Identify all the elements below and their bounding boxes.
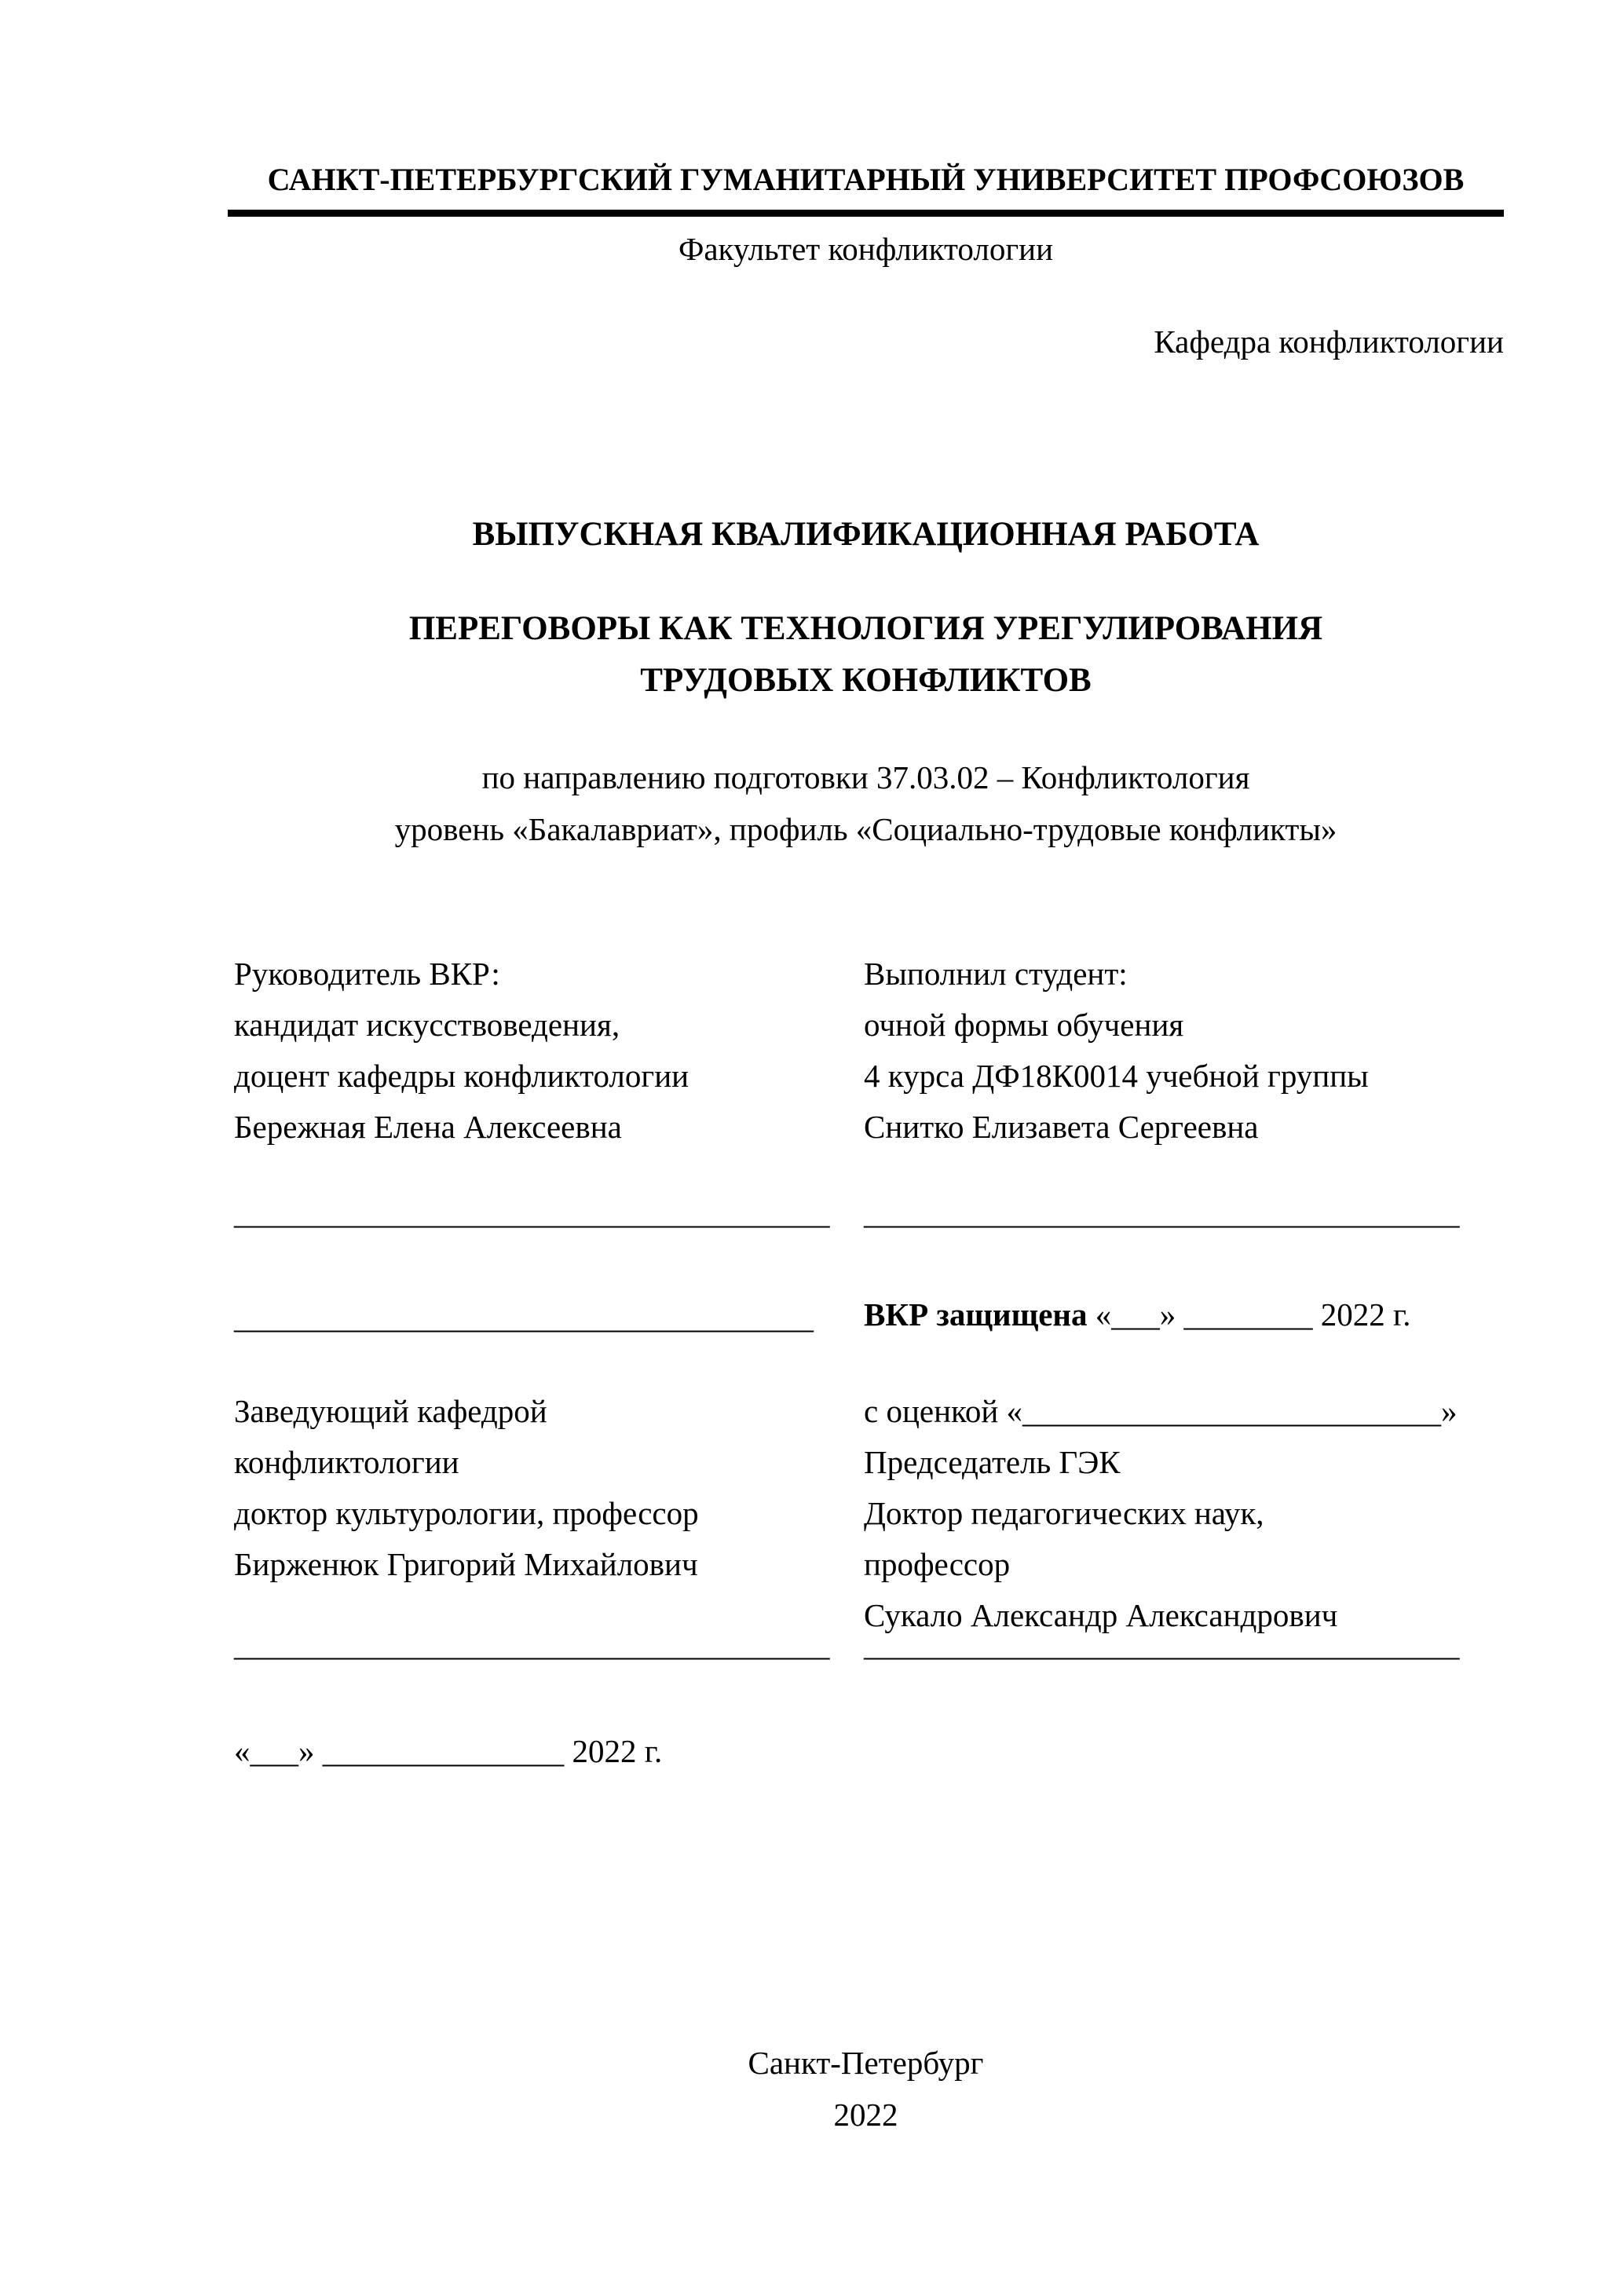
- defense-grade-line: с оценкой «__________________________»: [864, 1393, 1458, 1429]
- defense-date-line: [864, 1289, 1410, 1340]
- university-name: САНКТ-ПЕТЕРБУРГСКИЙ ГУМАНИТАРНЫЙ УНИВЕРСИТЕТ ПРОФСОЮЗОВ: [228, 161, 1504, 217]
- defense-defended-blanks: «___» ________ 2022 г.: [1087, 1296, 1411, 1333]
- thesis-title: [228, 603, 1504, 707]
- work-type-heading: ВЫПУСКНАЯ КВАЛИФИКАЦИОННАЯ РАБОТА: [472, 516, 1260, 553]
- thesis-title-line2: ТРУДОВЫХ КОНФЛИКТОВ: [640, 662, 1092, 699]
- head-signature-date-line: «___» _______________ 2022 г.: [234, 1733, 663, 1769]
- faculty-name: Факультет конфликтологии: [678, 231, 1054, 267]
- footer-city: Санкт-Петербург: [748, 2045, 984, 2081]
- department-name: Кафедра конфликтологии: [1154, 324, 1504, 360]
- head-of-department-block: [234, 1386, 699, 1590]
- supervisor-name: Бережная Елена Алексеевна: [234, 1109, 622, 1145]
- level-and-profile: уровень «Бакалавриат», профиль «Социально-трудовые конфликты»: [394, 811, 1337, 847]
- signature-line-supervisor-1: _____________________________________: [234, 1194, 830, 1230]
- signature-line-chairman: _____________________________________: [864, 1626, 1460, 1662]
- student-study-form: очной формы обучения: [864, 1007, 1184, 1043]
- signature-line-student: _____________________________________: [864, 1194, 1460, 1230]
- student-name: Снитко Елизавета Сергеевна: [864, 1109, 1259, 1145]
- footer-year: 2022: [833, 2097, 898, 2133]
- head-position-line1: Заведующий кафедрой: [234, 1393, 547, 1429]
- chairman-rank: профессор: [864, 1546, 1011, 1582]
- thesis-title-line1: ПЕРЕГОВОРЫ КАК ТЕХНОЛОГИЯ УРЕГУЛИРОВАНИЯ: [408, 610, 1323, 647]
- study-direction: по направлению подготовки 37.03.02 – Конфликтология: [481, 759, 1250, 795]
- supervisor-degree: кандидат искусствоведения,: [234, 1007, 620, 1043]
- footer-block: [228, 2037, 1504, 2141]
- supervisor-block: [234, 949, 689, 1153]
- supervisor-role: Руководитель ВКР:: [234, 956, 500, 992]
- head-name: Бирженюк Григорий Михайлович: [234, 1546, 698, 1582]
- student-block: [864, 949, 1369, 1153]
- student-role: Выполнил студент:: [864, 956, 1128, 992]
- defense-committee-block: [864, 1386, 1458, 1641]
- chairman-role: Председатель ГЭК: [864, 1444, 1121, 1480]
- head-degree: доктор культурологии, профессор: [234, 1495, 699, 1531]
- student-group: 4 курса ДФ18К0014 учебной группы: [864, 1058, 1369, 1094]
- signature-line-head-of-department: _____________________________________: [234, 1626, 830, 1662]
- defense-defended-label: ВКР защищена: [864, 1296, 1088, 1333]
- page-content: [228, 0, 1504, 2296]
- head-position-line2: конфликтологии: [234, 1444, 459, 1480]
- supervisor-position: доцент кафедры конфликтологии: [234, 1058, 689, 1094]
- signature-line-supervisor-2: ____________________________________: [234, 1299, 814, 1335]
- chairman-name: Сукало Александр Александрович: [864, 1597, 1338, 1633]
- chairman-degree: Доктор педагогических наук,: [864, 1495, 1264, 1531]
